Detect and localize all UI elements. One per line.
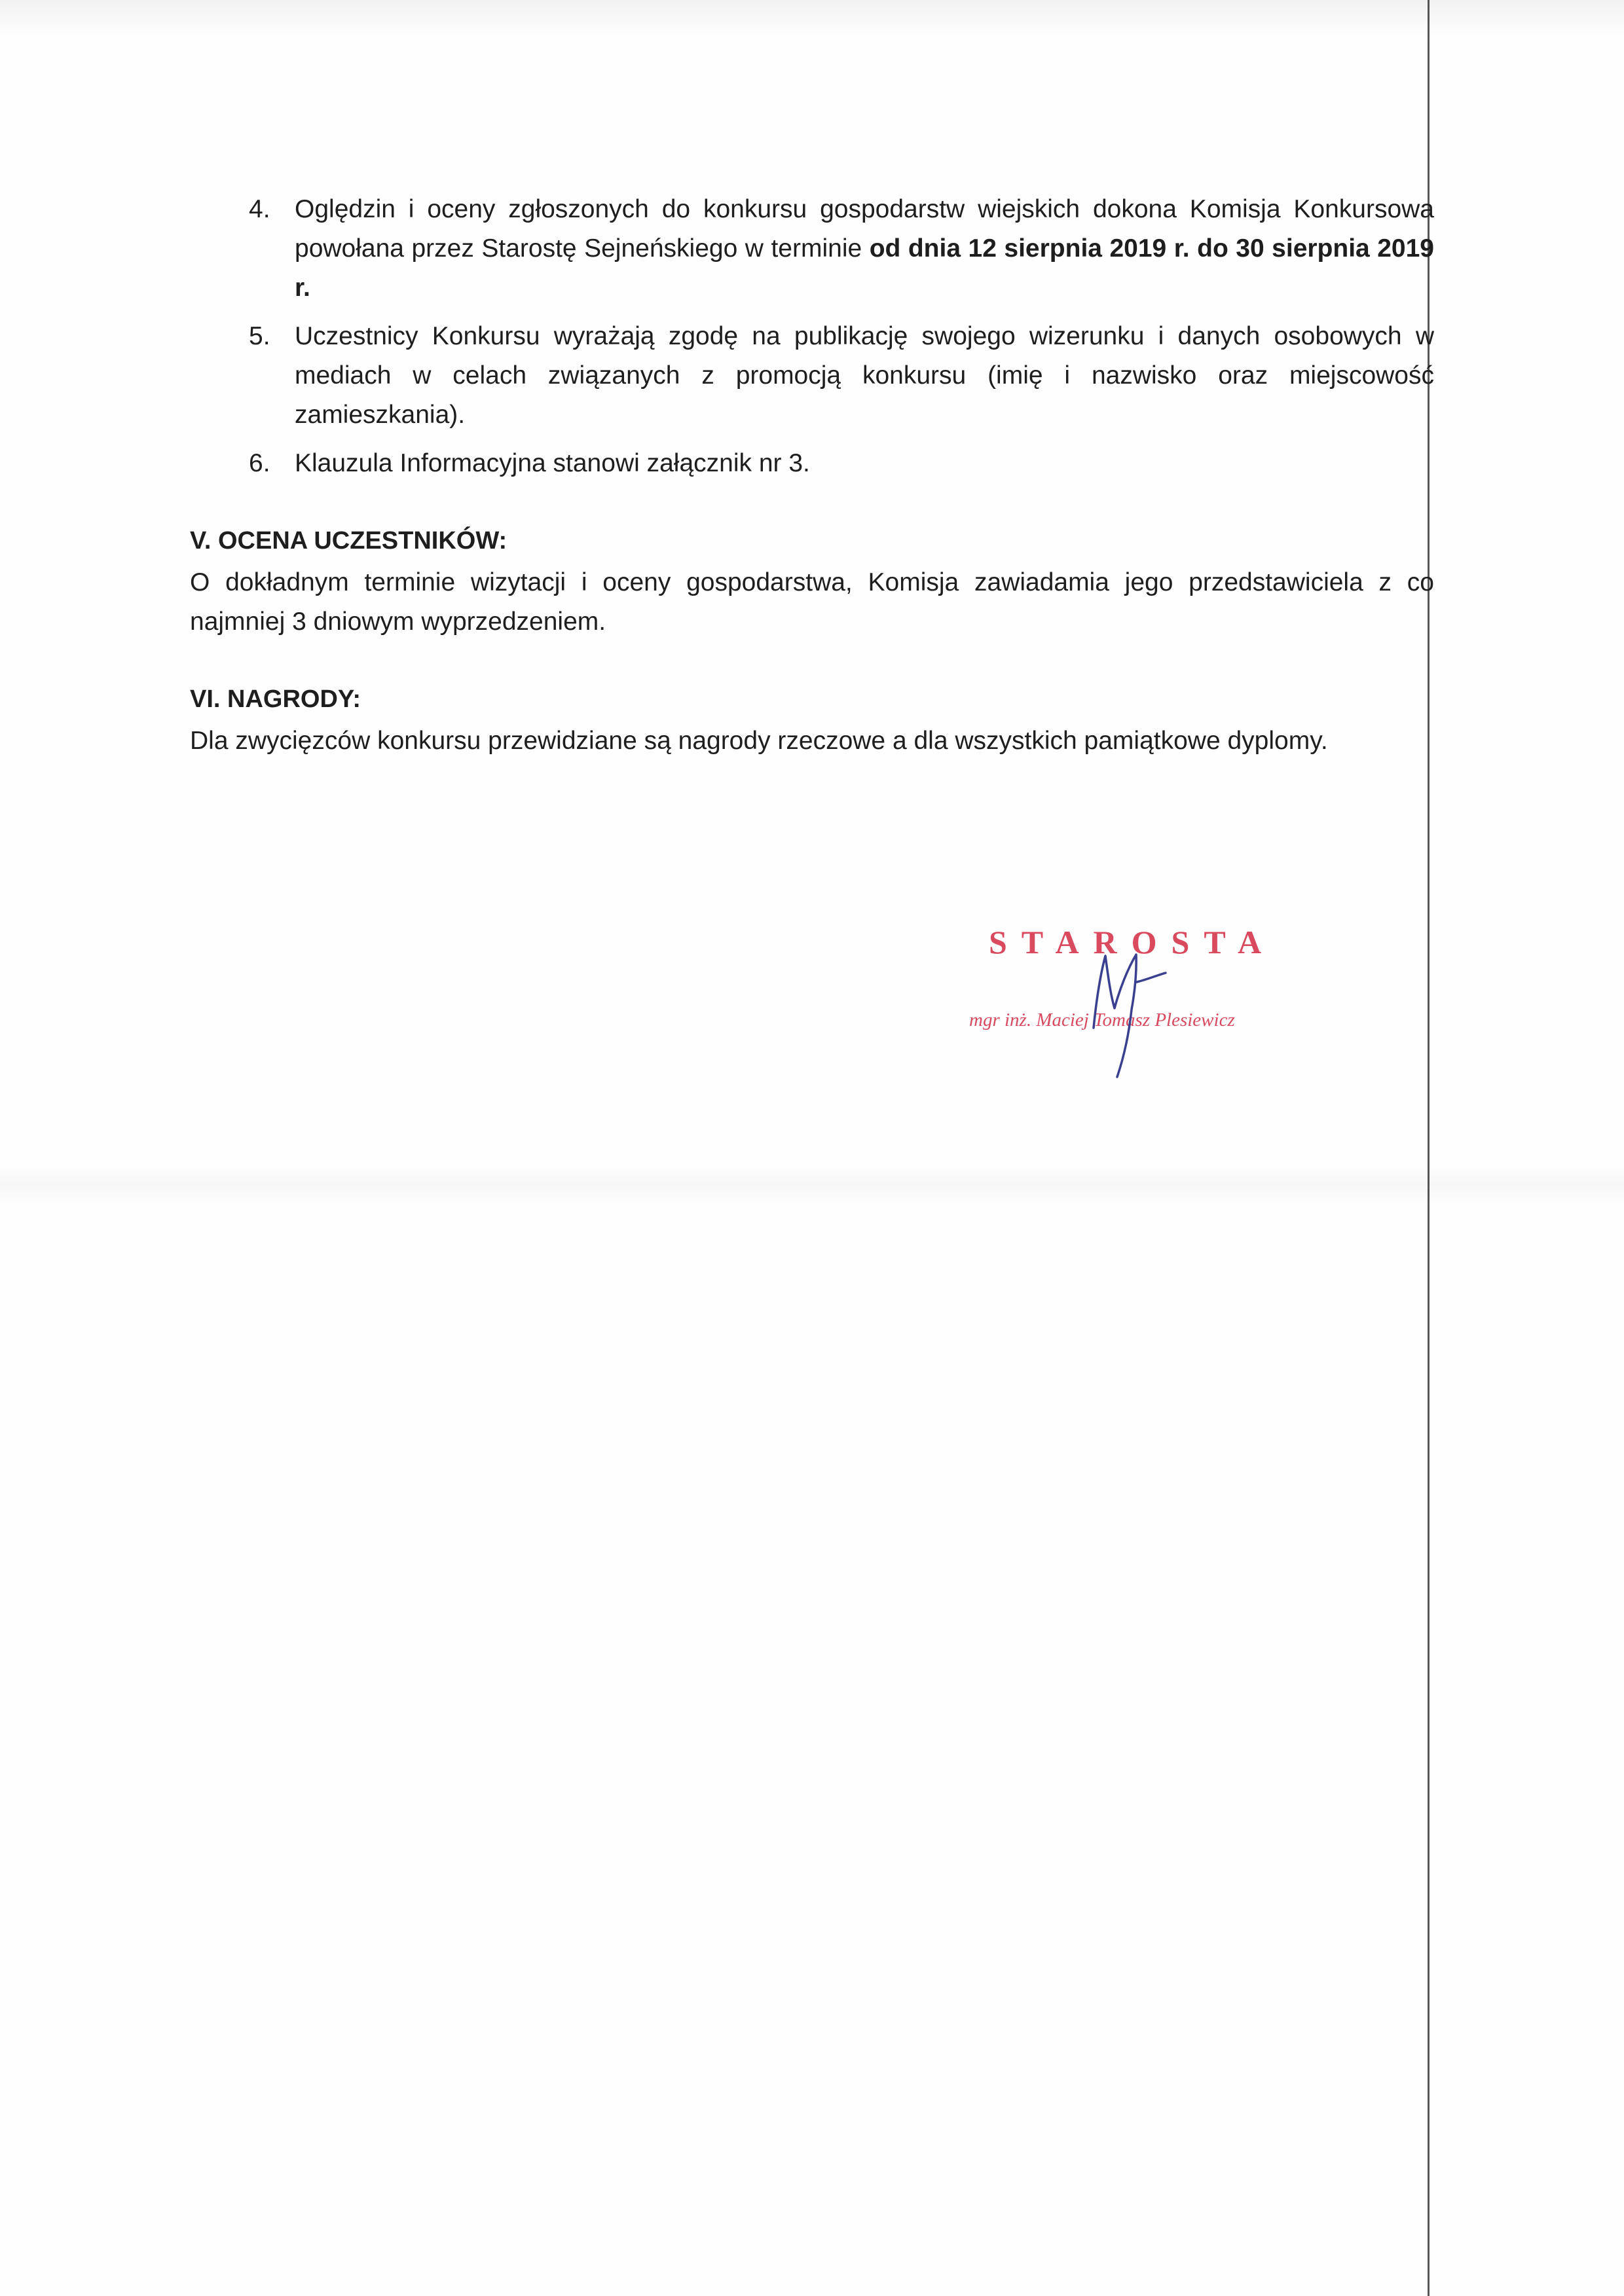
list-number: 6. [249, 449, 270, 477]
stamp-name: mgr inż. Maciej Tomasz Plesiewicz [969, 1010, 1235, 1030]
document-body [190, 190, 1434, 761]
handwritten-signature [1074, 936, 1172, 1080]
list-item-4 [190, 190, 1434, 308]
list-text: Klauzula Informacyjna stanowi załącznik nr 3. [295, 449, 810, 477]
scan-shadow [0, 0, 1624, 39]
list-text-bold: od dnia 12 sierpnia 2019 r. do 30 sierpnia 2019 r. [295, 234, 1435, 302]
list-text [295, 195, 1434, 302]
list-text: Uczestnicy Konkursu wyrażają zgodę na publikację swojego wizerunku i danych osobowych w mediach w celach związanych z promocją konkursu (imię i nazwisko oraz miejscowość zamieszkania). [295, 322, 1434, 429]
list-item-5 [190, 317, 1434, 435]
signature-stroke [1094, 955, 1166, 1077]
section-body: Dla zwycięzców konkursu przewidziane są nagrody rzeczowe a dla wszystkich pamiątkowe dyplomy. [190, 727, 1328, 755]
stamp-title: STAROSTA [989, 924, 1276, 960]
list-number: 5. [249, 322, 270, 350]
list-text-part: Oględzin i oceny zgłoszonych do konkursu gospodarstw wiejskich dokona Komisja Konkursowa powołana przez Starostę Sejneńskiego w terminie [295, 195, 1434, 263]
list-number: 4. [249, 195, 270, 223]
section-body: O dokładnym terminie wizytacji i oceny gospodarstwa, Komisja zawiadamia jego przedstawiciela z co najmniej 3 dniowym wyprzedzeniem. [190, 568, 1434, 636]
section-ocena-uczestnikow [190, 521, 1434, 642]
list-item-6 [190, 444, 1434, 483]
scan-artifact [0, 1165, 1624, 1205]
section-heading: V. OCENA UCZESTNIKÓW: [190, 527, 507, 555]
section-heading: VI. NAGRODY: [190, 685, 361, 713]
starosta-stamp [943, 923, 1297, 1074]
section-nagrody [190, 680, 1434, 761]
